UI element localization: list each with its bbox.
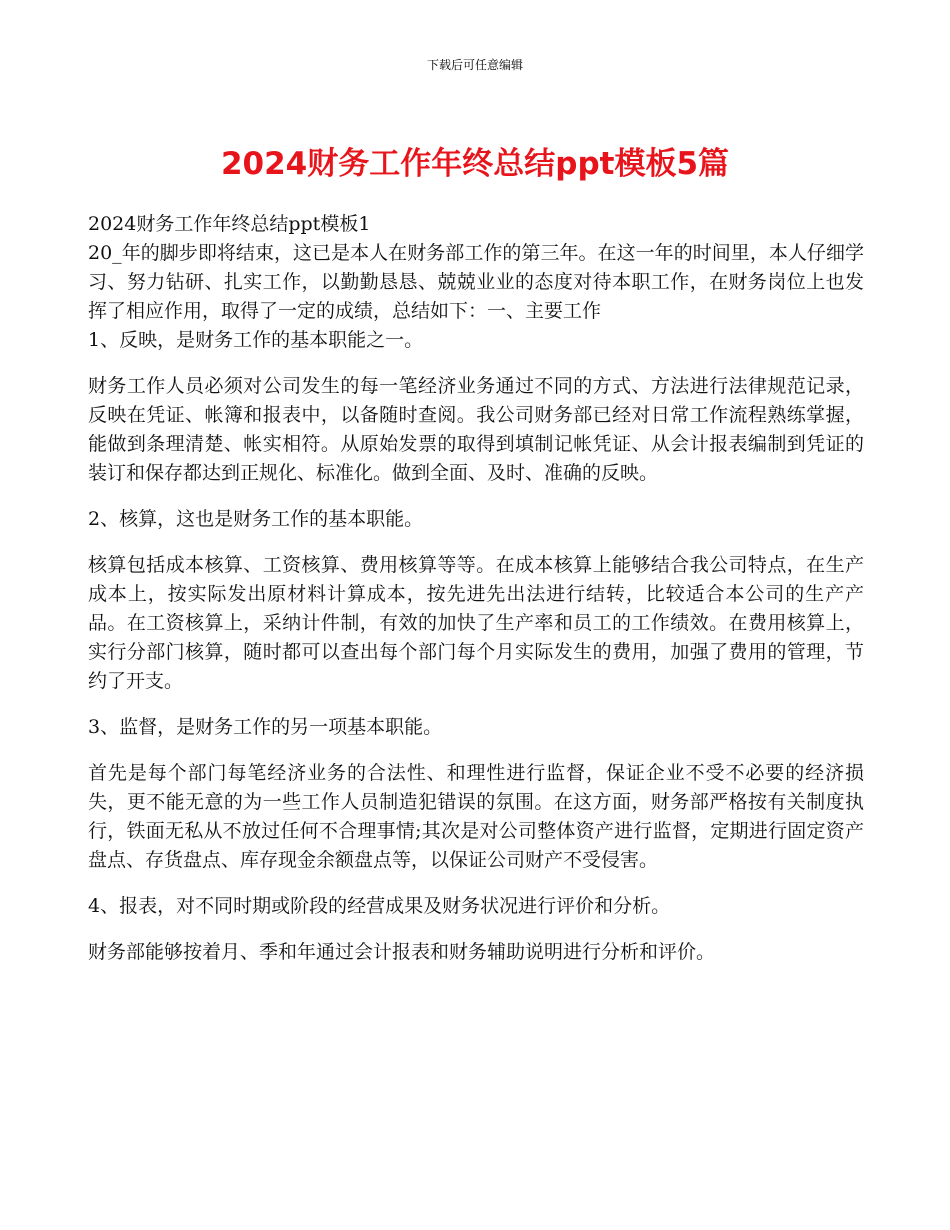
document-body — [88, 210, 864, 967]
paragraph-intro: 20_年的脚步即将结束，这已是本人在财务部工作的第三年。在这一年的时间里，本人仔细学习、努力钻研、扎实工作，以勤勤恳恳、兢兢业业的态度对待本职工作，在财务岗位上也发挥了相应作用，取得了一定的成绩，总结如下：一、主要工作 — [88, 242, 864, 322]
section-heading-2: 2、核算，这也是财务工作的基本职能。 — [88, 508, 424, 530]
document-title: 2024财务工作年终总结ppt模板5篇 — [220, 146, 730, 182]
header-note: 下载后可任意编辑 — [426, 58, 523, 72]
section-heading-4: 4、报表，对不同时期或阶段的经营成果及财务状况进行评价和分析。 — [88, 895, 671, 917]
section-heading-3: 3、监督，是财务工作的另一项基本职能。 — [88, 716, 443, 738]
paragraph-1: 财务工作人员必须对公司发生的每一笔经济业务通过不同的方式、方法进行法律规范记录，反映在凭证、帐簿和报表中，以备随时查阅。我公司财务部已经对日常工作流程熟练掌握，能做到条理清楚、帐实相符。从原始发票的取得到填制记帐凭证、从会计报表编制到凭证的装订和保存都达到正规化、标准化。做到全面、及时、准确的反映。 — [88, 375, 864, 484]
paragraph-2: 核算包括成本核算、工资核算、费用核算等等。在成本核算上能够结合我公司特点，在生产成本上，按实际发出原材料计算成本，按先进先出法进行结转，比较适合本公司的生产产品。在工资核算上，采纳计件制，有效的加快了生产率和员工的工作绩效。在费用核算上，实行分部门核算，随时都可以查出每个部门每个月实际发生的费用，加强了费用的管理，节约了开支。 — [88, 554, 864, 692]
section-heading-1: 1、反映，是财务工作的基本职能之一。 — [88, 329, 424, 351]
document-subtitle: 2024财务工作年终总结ppt模板1 — [88, 213, 371, 235]
paragraph-3: 首先是每个部门每笔经济业务的合法性、和理性进行监督，保证企业不受不必要的经济损失，更不能无意的为一些工作人员制造犯错误的氛围。在这方面，财务部严格按有关制度执行，铁面无私从不放过任何不合理事情;其次是对公司整体资产进行监督，定期进行固定资产盘点、存货盘点、库存现金余额盘点等，以保证公司财产不受侵害。 — [88, 762, 864, 871]
paragraph-4: 财务部能够按着月、季和年通过会计报表和财务辅助说明进行分析和评价。 — [88, 941, 716, 963]
